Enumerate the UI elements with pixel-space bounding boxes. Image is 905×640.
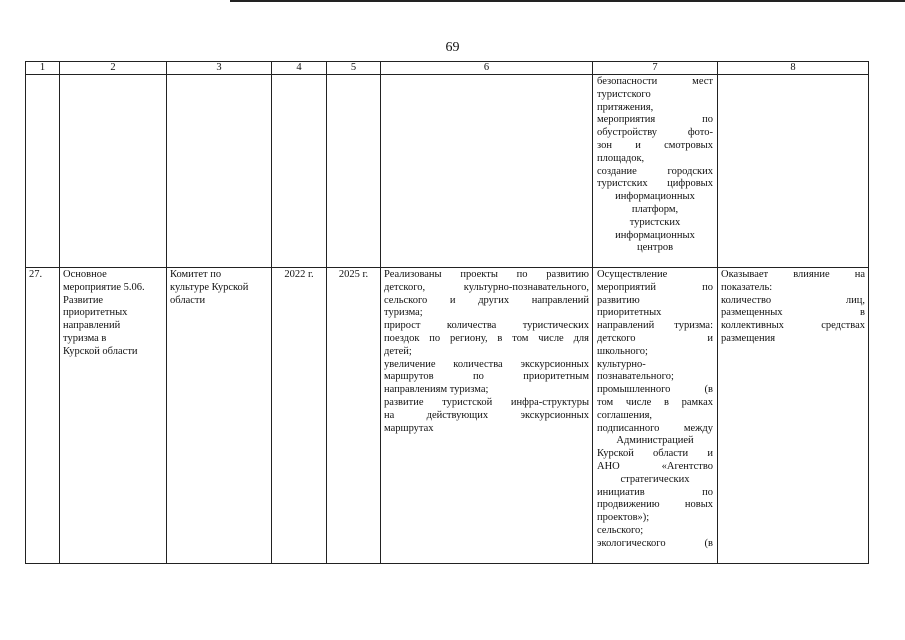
text-line: Основное: [63, 269, 107, 280]
row-number: 27.: [26, 268, 60, 564]
text-line: детского и: [597, 332, 713, 344]
text-line: количество лиц,: [721, 294, 865, 306]
text-line: размещенных в: [721, 307, 865, 319]
text-line: подписанного между: [597, 422, 713, 434]
text-line: Оказывает влияние на: [721, 269, 865, 280]
text-line: культурно-: [597, 358, 646, 370]
document-table: [25, 61, 869, 564]
table-row: [26, 268, 869, 564]
text-line: маршрутов по приоритетным: [384, 371, 589, 383]
text-line: развитие туристской инфра-структуры: [384, 396, 589, 408]
text-line: направлениям туризма;: [384, 384, 489, 396]
header-cell: 6: [381, 62, 593, 75]
text-line: стратегических: [620, 473, 690, 485]
text-line: прирост количества туристических: [384, 320, 589, 332]
text-line: школьного;: [597, 345, 648, 357]
text-line: детского, культурно-познавательного,: [384, 281, 589, 293]
text-line: сельского;: [597, 524, 644, 536]
header-cell: 2: [60, 62, 167, 75]
text-line: на действующих экскурсионных: [384, 409, 589, 421]
text-line: сельского и других направлений: [384, 294, 589, 306]
text-line: проектов»);: [597, 512, 650, 524]
text-line: Администрацией: [616, 435, 694, 447]
measures-cell-continued: [593, 75, 718, 268]
text-line: экологического (в: [597, 537, 713, 549]
table-header-row: [26, 62, 869, 75]
text-line: мероприятие 5.06.: [63, 281, 145, 293]
text-line: Реализованы проекты по развитию: [384, 269, 589, 280]
header-cell: 4: [272, 62, 327, 75]
text-line: приоритетных: [597, 307, 662, 319]
text-line: Курской области и: [597, 448, 713, 460]
header-cell: 1: [26, 62, 60, 75]
header-cell: 7: [593, 62, 718, 75]
text-line: инициатив по: [597, 486, 713, 498]
text-line: туристских: [629, 216, 681, 228]
top-rule: [230, 0, 905, 2]
page-number: 69: [445, 40, 460, 55]
text-line: Осуществление: [597, 269, 668, 280]
event-cell: [60, 268, 167, 564]
text-line: туристских цифровых: [597, 178, 713, 190]
table-row-continuation: [26, 75, 869, 268]
text-line: безопасности мест: [597, 76, 713, 87]
text-line: культуре Курской: [170, 281, 249, 293]
text-line: мероприятий по: [597, 281, 713, 293]
text-line: том числе в рамках: [597, 396, 713, 408]
text-line: информационных: [615, 229, 695, 241]
table-cell-empty: [381, 75, 593, 268]
table-cell-empty: [60, 75, 167, 268]
text-line: Развитие: [63, 294, 104, 306]
text-line: информационных: [615, 191, 695, 203]
text-line: туризма в: [63, 332, 107, 344]
text-line: туризма;: [384, 307, 423, 319]
executor-cell: [167, 268, 272, 564]
text-line: центров: [636, 242, 674, 254]
table-cell-empty: [272, 75, 327, 268]
text-line: туристского: [597, 88, 651, 100]
text-line: платформ,: [631, 203, 679, 215]
text-line: увеличение количества экскурсионных: [384, 358, 589, 370]
table-cell-empty: [167, 75, 272, 268]
text-line: направлений: [63, 320, 121, 332]
text-line: соглашения,: [597, 409, 653, 421]
table-cell-empty: [26, 75, 60, 268]
text-line: Курской области: [63, 345, 138, 357]
header-cell: 8: [718, 62, 869, 75]
start-year-cell: 2022 г.: [272, 268, 327, 564]
text-line: создание городских: [597, 165, 713, 177]
table-cell-empty: [327, 75, 381, 268]
text-line: зон и смотровых: [597, 139, 713, 151]
text-line: области: [170, 294, 206, 306]
text-line: мероприятия по: [597, 114, 713, 126]
measures-cell: [593, 268, 718, 564]
results-cell: [381, 268, 593, 564]
text-line: притяжения,: [597, 101, 654, 113]
text-line: площадок,: [597, 152, 645, 164]
end-year-cell: 2025 г.: [327, 268, 381, 564]
text-line: АНО «Агентство: [597, 460, 713, 472]
text-line: приоритетных: [63, 307, 128, 319]
text-line: обустройству фото-: [597, 127, 713, 139]
header-cell: 5: [327, 62, 381, 75]
text-line: развитию: [597, 294, 640, 306]
text-line: направлений туризма:: [597, 320, 713, 332]
text-line: размещения: [721, 332, 776, 344]
text-line: коллективных средствах: [721, 320, 865, 332]
text-line: промышленного (в: [597, 384, 713, 396]
text-line: познавательного;: [597, 371, 674, 383]
indicator-cell: [718, 268, 869, 564]
text-line: показатель:: [721, 281, 773, 293]
text-line: продвижению новых: [597, 499, 713, 511]
text-line: Комитет по: [170, 269, 222, 280]
text-line: маршрутах: [384, 422, 434, 434]
text-line: поездок по региону, в том числе для: [384, 332, 589, 344]
text-line: детей;: [384, 345, 412, 357]
table-cell-empty: [718, 75, 869, 268]
header-cell: 3: [167, 62, 272, 75]
